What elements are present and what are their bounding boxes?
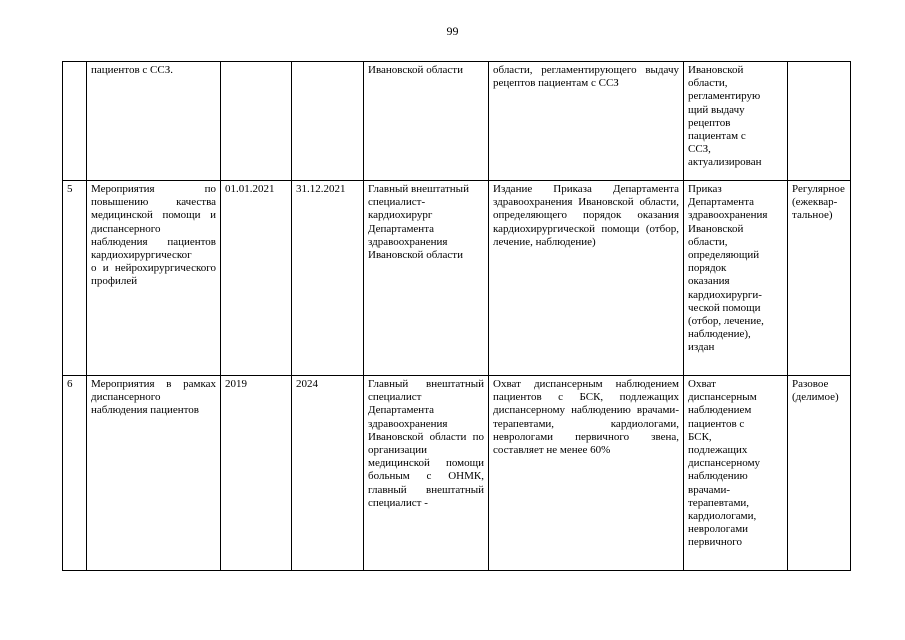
reporting-cell: Регулярное (ежеквар-тальное)	[788, 181, 851, 376]
table-row	[63, 181, 851, 376]
row-number-cell: 5	[63, 181, 87, 376]
indicator-cell: области, регламентирующего выдачу рецептов пациентам с ССЗ	[489, 62, 684, 181]
end-date-cell: 2024	[292, 376, 364, 571]
responsible-cell: Ивановской области	[364, 62, 489, 181]
event-cell: пациентов с ССЗ.	[87, 62, 221, 181]
event-cell: Мероприятия по повышению качества медицинской помощи и диспансерного наблюдения пациентов кардиохирургическог о и нейрохирургического профилей	[87, 181, 221, 376]
result-cell: Ивановской области, регламентирую щий выдачу рецептов пациентам с ССЗ, актуализирован	[684, 62, 788, 181]
page-number: 99	[446, 24, 459, 38]
reporting-cell: Разовое (делимое)	[788, 376, 851, 571]
indicator-cell: Издание Приказа Департамента здравоохранения Ивановской области, определяющего порядок оказания кардиохирургической помощи (отбор, лечение, наблюдение)	[489, 181, 684, 376]
reporting-cell	[788, 62, 851, 181]
table-row	[63, 62, 851, 181]
end-date-cell: 31.12.2021	[292, 181, 364, 376]
row-number-cell: 6	[63, 376, 87, 571]
start-date-cell	[221, 62, 292, 181]
row-number-cell	[63, 62, 87, 181]
start-date-cell: 01.01.2021	[221, 181, 292, 376]
start-date-cell: 2019	[221, 376, 292, 571]
events-table	[62, 61, 851, 571]
table-row	[63, 376, 851, 571]
responsible-cell: Главный внештатный специалист Департамента здравоохранения Ивановской области по организации медицинской помощи больным с ОНМК, главный внештатный специалист -	[364, 376, 489, 571]
end-date-cell	[292, 62, 364, 181]
responsible-cell: Главный внештатный специалист-кардиохирург Департамента здравоохранения Ивановской области	[364, 181, 489, 376]
result-cell: Охват диспансерным наблюдением пациентов с БСК, подлежащих диспансерному наблюдению врачами- терапевтами, кардиологами, неврологами первичного	[684, 376, 788, 571]
indicator-cell: Охват диспансерным наблюдением пациентов с БСК, подлежащих диспансерному наблюдению врачами-терапевтами, кардиологами, неврологами первичного звена, составляет не менее 60%	[489, 376, 684, 571]
result-cell: Приказ Департамента здравоохранения Ивановской области, определяющий порядок оказания кардиохирурги- ческой помощи (отбор, лечение, наблюдение), издан	[684, 181, 788, 376]
event-cell: Мероприятия в рамках диспансерного наблюдения пациентов	[87, 376, 221, 571]
